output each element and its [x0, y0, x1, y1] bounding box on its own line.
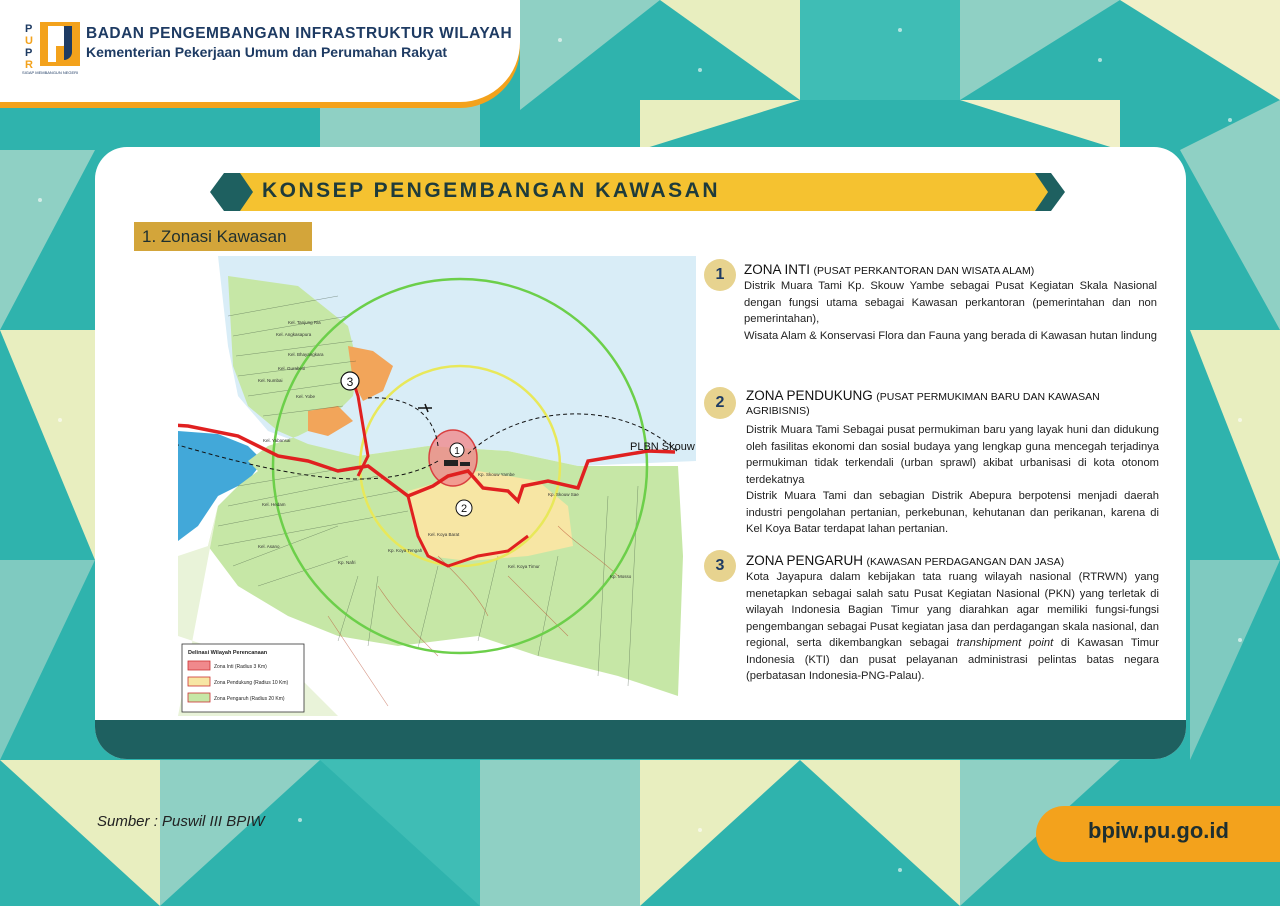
- zone-title-text: ZONA PENDUKUNG: [746, 388, 873, 403]
- zone-title-text: ZONA INTI: [744, 262, 811, 277]
- zone-marker-3: [341, 372, 359, 390]
- plbn-skouw-label: PLBN Skouw: [630, 441, 695, 453]
- website-link[interactable]: bpiw.pu.go.id: [1088, 818, 1229, 843]
- zonation-map: [178, 256, 696, 716]
- card-footer-band: [95, 720, 1186, 759]
- place-label: Kel. Gurabesi: [278, 366, 306, 371]
- zone-title-text: ZONA PENGARUH: [746, 553, 864, 568]
- legend-item: Zona Pengaruh (Radius 20 Km): [214, 696, 285, 702]
- zone-description: [744, 278, 1157, 344]
- org-subtitle: Kementerian Pekerjaan Umum dan Perumahan Rakyat: [86, 44, 448, 60]
- section-label: 1. Zonasi Kawasan: [134, 222, 312, 251]
- zone-paragraph: Kota Jayapura dalam kebijakan tata ruang wilayah nasional (RTRWN) yang menetapkan sebagai salah satu Pusat Kegiatan Nasional (PKN) yang terletak di wilayah Indonesia Bagian Timur yang diarahkan agar memiliki fungsi-fungsi pengembangan sebagai Pusat kegiatan jasa dan perdagangan skala nasional, dan regional, serta dikembangkan sebagai: [746, 571, 1159, 649]
- zone-number-badge: 3: [704, 550, 736, 582]
- zone-italic-term: transhipment point: [956, 637, 1054, 649]
- zone-subtitle: (PUSAT PERMUKIMAN BARU DAN KAWASAN AGRIBISNIS): [746, 391, 1100, 417]
- org-title: BADAN PENGEMBANGAN INFRASTRUKTUR WILAYAH: [86, 25, 513, 42]
- place-label: Kp. Nafri: [338, 560, 356, 565]
- place-label: Kel. Asano: [258, 544, 280, 549]
- logo-tagline: SIGAP MEMBANGUN NEGERI: [22, 70, 79, 75]
- legend-item: Zona Pendukung (Radius 10 Km): [214, 680, 289, 686]
- logo-letter: P: [25, 47, 33, 59]
- place-label: Kel. Bhayangkara: [288, 352, 324, 357]
- banner-title: KONSEP PENGEMBANGAN KAWASAN: [262, 179, 720, 202]
- place-label: Kp. Mosso: [610, 574, 632, 579]
- pupr-logo-icon: [22, 18, 82, 74]
- zone-description: [746, 422, 1159, 538]
- place-label: Kel. Yobe: [296, 394, 316, 399]
- zone-description: [746, 569, 1159, 685]
- source-caption: Sumber : Puswil III BPIW: [97, 813, 265, 830]
- zone-paragraph: di Kawasan Timur Indonesia (KTI) dan pusat pelayanan administrasi pelintas batas negara (perbatasan Indonesia-PNG-Palau).: [746, 637, 1159, 682]
- zone-paragraph: Distrik Muara Tami Kp. Skouw Yambe sebagai Pusat Kegiatan Skala Nasional dengan fungsi utama sebagai Kawasan perkantoran (pemerintahan dan non pemerintahan),: [744, 280, 1157, 325]
- zone-number-badge: 2: [704, 387, 736, 419]
- svg-text:2: 2: [460, 503, 468, 515]
- place-label: Kel. Angkasapura: [276, 332, 312, 337]
- place-label: Kel. Yabansai: [263, 438, 291, 443]
- zone-paragraph: Wisata Alam & Konservasi Flora dan Fauna yang berada di Kawasan hutan lindung: [744, 329, 1157, 342]
- zone-marker-2: [456, 500, 472, 516]
- logo-letter: P: [25, 23, 33, 35]
- zone-title: [744, 262, 1034, 277]
- place-label: Kp. Koya Tengah: [388, 548, 423, 553]
- logo-letter: R: [25, 59, 33, 71]
- place-label: Kel. Tanjung Ria: [288, 320, 321, 325]
- legend-item: Zona Inti (Radius 3 Km): [214, 664, 267, 670]
- zone-subtitle: (KAWASAN PERDAGANGAN DAN JASA): [866, 556, 1065, 568]
- place-label: Kp. Skouw Yambe: [478, 472, 515, 477]
- place-label: Kel. Koya Timur: [508, 564, 540, 569]
- place-label: Kel. Hedam: [262, 502, 286, 507]
- legend-title: Delinasi Wilayah Perencanaan: [188, 650, 268, 656]
- zone-title: [746, 553, 1064, 568]
- zone-number-badge: 1: [704, 259, 736, 291]
- svg-text:3: 3: [346, 375, 354, 389]
- zone-title: [746, 388, 1159, 417]
- place-label: Kel. Numbai: [258, 378, 283, 383]
- logo-letter: U: [25, 35, 33, 47]
- place-label: Kp. Skouw Sae: [548, 492, 579, 497]
- place-label: Kel. Koya Barat: [428, 532, 460, 537]
- map-legend: [182, 644, 304, 712]
- zone-paragraph: Distrik Muara Tami dan sebagian Distrik Abepura berpotensi menjadi daerah industri pengolahan pertanian, perkebunan, kehutanan dan perikanan, karena di Kel Koya Batar terdapat lahan pertanian.: [746, 490, 1159, 535]
- zone-subtitle: (PUSAT PERKANTORAN DAN WISATA ALAM): [813, 265, 1035, 277]
- zone-marker-1: [450, 443, 464, 457]
- svg-text:1: 1: [454, 446, 460, 457]
- zone-paragraph: Distrik Muara Tami Sebagai pusat permukiman baru yang layak huni dan didukung oleh fasilitas ekonomi dan sosial budaya yang lengkap guna mencegah terjadinya permukiman tidak terkendali (urban sprawl) akibat urbanisasi di kota otonom terdekatnya: [746, 424, 1159, 486]
